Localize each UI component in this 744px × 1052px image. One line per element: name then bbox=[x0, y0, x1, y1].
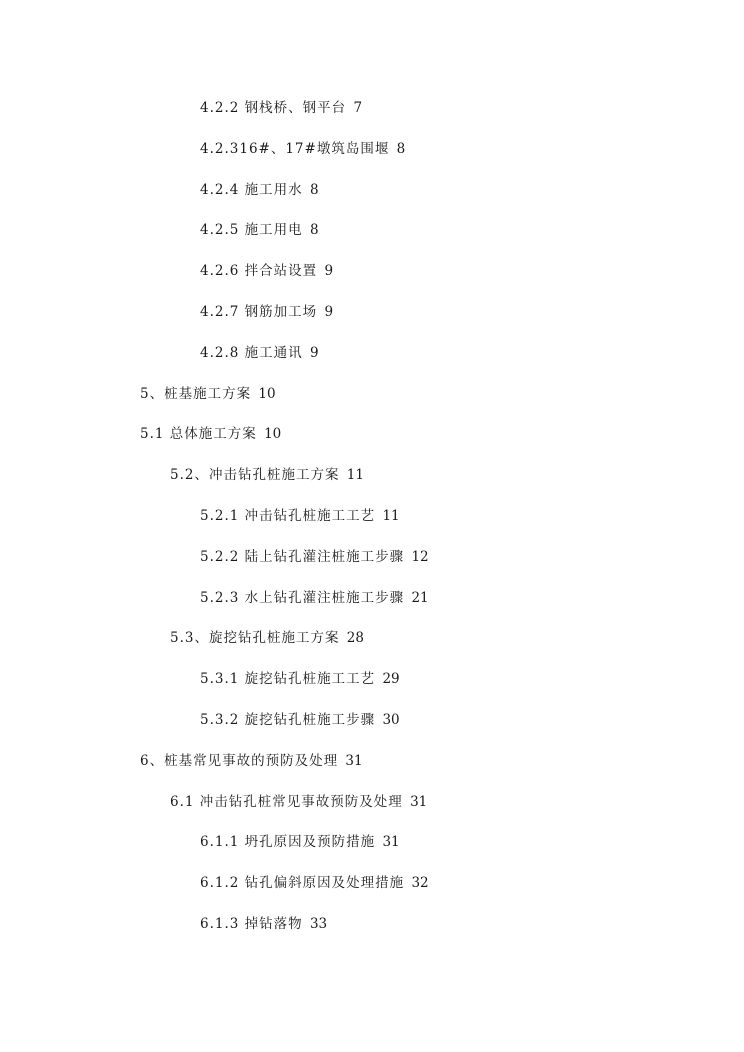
toc-entry-5-3[interactable] bbox=[0, 626, 744, 667]
toc-page-number: 8 bbox=[396, 140, 406, 157]
toc-entry-6-1-1[interactable] bbox=[0, 830, 744, 871]
toc-page-number: 32 bbox=[411, 875, 429, 892]
toc-entry-text: 4.2.2 钢栈桥、钢平台 bbox=[200, 100, 347, 116]
toc-entry-text: 6.1.2 钻孔偏斜原因及处理措施 bbox=[200, 875, 405, 892]
toc-entry-6-1-2[interactable] bbox=[0, 871, 744, 912]
toc-entry-5-2-1[interactable] bbox=[0, 504, 744, 545]
toc-page-number: 29 bbox=[382, 671, 400, 688]
toc-entry-text: 6.1.1 坍孔原因及预防措施 bbox=[200, 834, 376, 851]
toc-entry-text: 5.2.1 冲击钻孔桩施工工艺 bbox=[200, 507, 376, 524]
toc-entry-text: 5.3、旋挖钻孔桩施工方案 bbox=[170, 630, 340, 647]
toc-entry-text: 4.2.5 施工用电 bbox=[200, 222, 303, 239]
toc-entry-text: 6、桩基常见事故的预防及处理 bbox=[140, 752, 339, 769]
toc-page-number: 9 bbox=[324, 263, 334, 280]
toc-entry-5-2-2[interactable] bbox=[0, 545, 744, 586]
toc-entry-4-2-8[interactable] bbox=[0, 341, 744, 382]
toc-entry-5-2[interactable] bbox=[0, 463, 744, 504]
toc-entry-text: 4.2.6 拌合站设置 bbox=[200, 263, 318, 280]
toc-entry-6-1-3[interactable] bbox=[0, 912, 744, 953]
toc-page-number: 11 bbox=[346, 467, 364, 484]
toc-entry-5-3-1[interactable] bbox=[0, 667, 744, 708]
toc-page-number: 8 bbox=[309, 181, 319, 198]
toc-entry-text: 6.1 冲击钻孔桩常见事故预防及处理 bbox=[170, 793, 403, 810]
toc-entry-text: 5.2.2 陆上钻孔灌注桩施工步骤 bbox=[200, 548, 405, 565]
toc-entry-6[interactable] bbox=[0, 749, 744, 790]
toc-page-number: 8 bbox=[309, 222, 319, 239]
toc-page-number: 31 bbox=[345, 752, 363, 769]
toc-entry-4-2-2[interactable] bbox=[0, 96, 744, 137]
toc-entry-text: 5.1 总体施工方案 bbox=[140, 426, 257, 443]
toc-entry-5-3-2[interactable] bbox=[0, 708, 744, 749]
toc-entry-text: 4.2.8 施工通讯 bbox=[200, 344, 303, 361]
toc-entry-4-2-3[interactable] bbox=[0, 137, 744, 178]
toc-page-number: 11 bbox=[382, 507, 400, 524]
toc-entry-text: 4.2.7 钢筋加工场 bbox=[200, 303, 318, 320]
table-of-contents bbox=[0, 96, 744, 953]
toc-page-number: 9 bbox=[324, 303, 334, 320]
toc-entry-4-2-7[interactable] bbox=[0, 300, 744, 341]
toc-page-number: 31 bbox=[410, 793, 428, 810]
toc-entry-4-2-6[interactable] bbox=[0, 259, 744, 300]
toc-entry-text: 5.2.3 水上钻孔灌注桩施工步骤 bbox=[200, 589, 405, 606]
toc-page-number: 31 bbox=[382, 834, 400, 851]
toc-page-number: 7 bbox=[353, 100, 363, 116]
toc-page-number: 9 bbox=[309, 344, 319, 361]
toc-entry-text: 5.3.2 旋挖钻孔桩施工步骤 bbox=[200, 711, 376, 728]
toc-entry-text: 5.2、冲击钻孔桩施工方案 bbox=[170, 467, 340, 484]
toc-entry-4-2-5[interactable] bbox=[0, 218, 744, 259]
toc-entry-text: 5、桩基施工方案 bbox=[140, 385, 252, 402]
toc-page-number: 28 bbox=[346, 630, 364, 647]
toc-entry-text: 5.3.1 旋挖钻孔桩施工工艺 bbox=[200, 671, 376, 688]
toc-entry-5[interactable] bbox=[0, 382, 744, 423]
toc-entry-4-2-4[interactable] bbox=[0, 178, 744, 219]
toc-entry-6-1[interactable] bbox=[0, 790, 744, 831]
toc-entry-text: 6.1.3 掉钻落物 bbox=[200, 915, 303, 932]
toc-page-number: 10 bbox=[258, 385, 276, 402]
toc-page-number: 21 bbox=[411, 589, 429, 606]
toc-page-number: 12 bbox=[411, 548, 429, 565]
toc-entry-text: 4.2.4 施工用水 bbox=[200, 181, 303, 198]
toc-page-number: 33 bbox=[309, 915, 328, 932]
toc-entry-5-1[interactable] bbox=[0, 422, 744, 463]
toc-entry-text: 4.2.316#、17#墩筑岛围堰 bbox=[200, 140, 390, 157]
toc-page-number: 10 bbox=[264, 426, 282, 443]
toc-entry-5-2-3[interactable] bbox=[0, 586, 744, 627]
toc-page-number: 30 bbox=[382, 711, 400, 728]
